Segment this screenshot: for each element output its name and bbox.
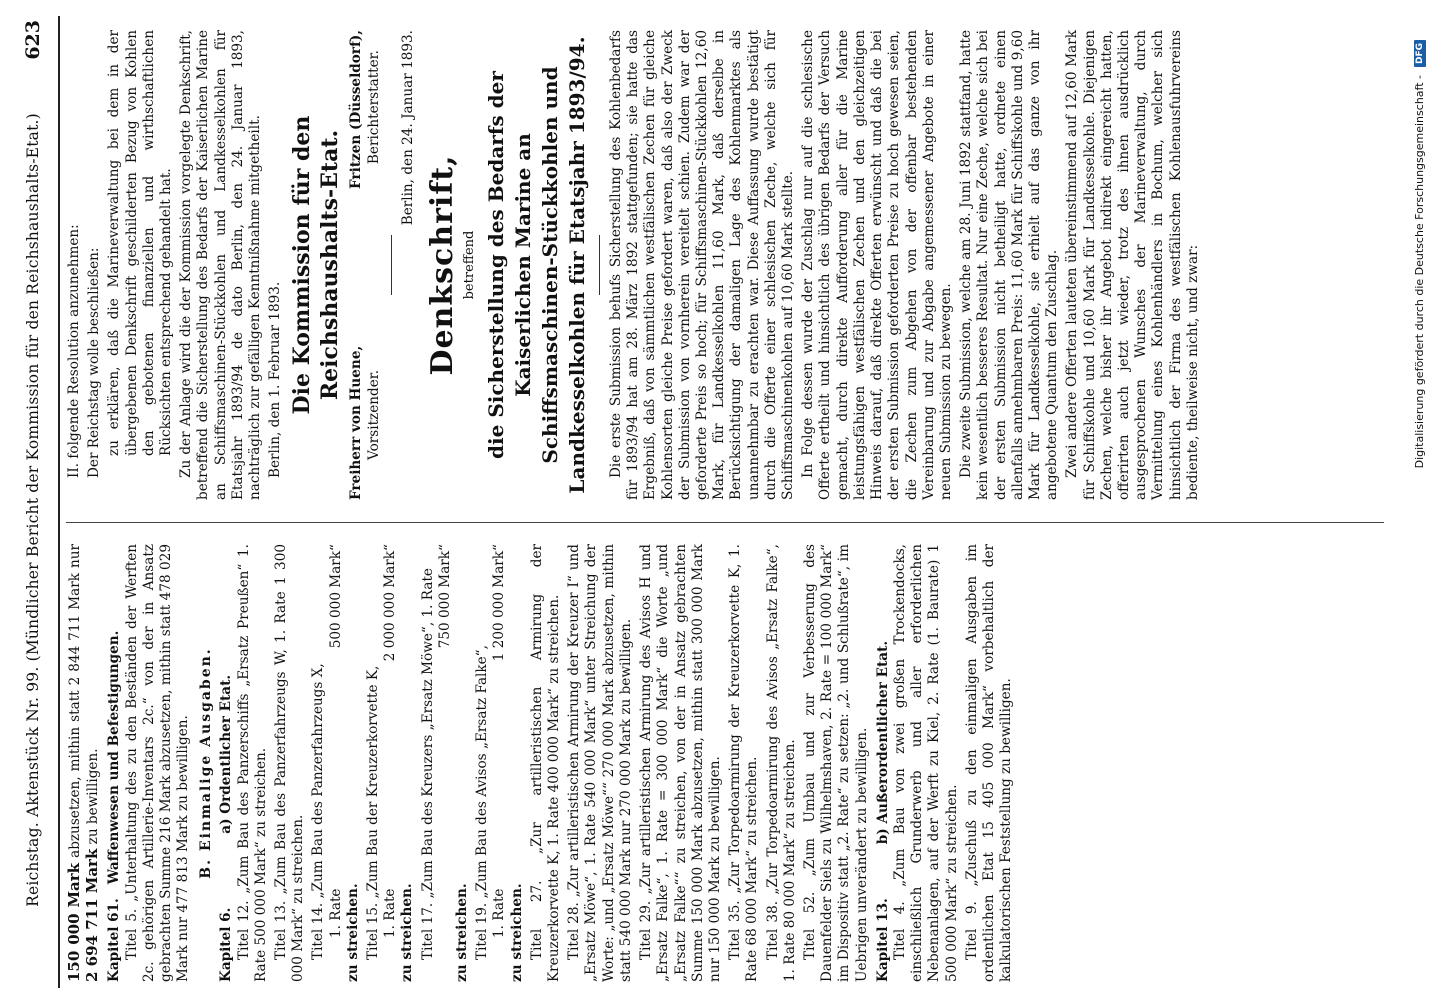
titel-28: Titel 28. „Zur artilleristischen Armirung der Kreuzer I“ und „Ersatz Möwe“, 1. Rate 540 000 Mark“ unter Streichung der Worte: „und „Ersatz Möwe““ 270 000 Mark abzusetzen, mithin statt 540 000 Mark nur 270 000 Mark zu bewilligen.: [566, 544, 634, 982]
titel-5: Titel 5. „Unterhaltung des zu den Beständen der Werften 2c. gehörigen Artillerie-Inventars 2c.“ von der in Ansatz gebrachten Summe 216 Mark abzusetzen, mithin statt 478 029 Mark nur 477 813 Mark zu bewilligen.: [123, 544, 192, 982]
opening-paragraph: 150 000 Mark abzusetzen, mithin statt 2 844 711 Mark nur 2 694 711 Mark zu bewilligen.: [65, 544, 102, 982]
titel-4: Titel 4. „Zum Bau von zwei großen Trockendocks, einschließlich Grunderwerb und aller erforderlichen Nebenanlagen, auf der Werft zu Kiel, 2. Rate (1. Baurate) 1 500 000 Mark“ zu streichen.: [891, 544, 960, 982]
separator-rule: [391, 235, 392, 295]
denkschrift-subject: die Sicherstellung des Bedarfs der Kaiserlichen Marine an Schiffsmaschinen-Stückkohlen und Landkesselkohlen für Etatsjahr 1893/94.: [484, 36, 590, 494]
titel-17: Titel 17. „Zum Bau des Kreuzers „Ersatz Möwe“, 1. Rate 750 000 Mark“ zu streichen.: [419, 544, 471, 982]
resolution-text: Der Reichstag wolle beschließen:: [86, 247, 103, 478]
titel-12: Titel 12. „Zum Bau des Panzerschiffs „Ersatz Preußen“ 1. Rate 500 000 Mark“ zu streichen.: [235, 544, 269, 982]
body-paragraph-4: Zwei andere Offerten lauteten übereinstimmend auf 12,60 Mark für Schiffskohle und 10,60 Mark für Landkesselkohle. Diejenigen Zechen, welche bisher ihr Angebot indirekt eingereicht hatten, offerirten auch jetzt wieder, trotz des ihnen ausdrücklich ausgesprochenen Wunsches der Marineverwaltung, durch Vermittelung eines Kohlenhändlers in Bochum, welcher sich hinsichtlich der Firma des westfälischen Kohlenausfuhrvereins bediente, theilweise nicht, und zwar:: [1064, 30, 1201, 500]
titel-38: Titel 38. „Zur Torpedoarmirung des Avisos „Ersatz Falke“, 1. Rate 80 000 Mark“ zu streichen.: [764, 544, 798, 982]
dfg-logo-icon: DFG: [1414, 40, 1426, 67]
right-column: [66, 30, 1205, 500]
denkschrift-title: Denkschrift,: [425, 154, 461, 376]
body-paragraph-2: In Folge dessen wurde der Zuschlag nur auf die schlesische Offerte ertheilt und hinsichtlich des übrigen Bedarfs der Versuch gemacht, durch direkte Aufforderung aller für die Marine leistungsfähigen westfälischen Zechen und den gleichzeitigen Hinweis darauf, daß direkte Offerten erwünscht und daß die bei der ersten Submission geforderten Preise zu hoch gewesen seien, die Zechen zum Abgehen von der offenbar bestehenden Vereinbarung und zur Abgabe angemessener Angebote in einer neuen Submission zu bewegen.: [800, 30, 954, 500]
titel-27: Titel 27. „Zur artilleristischen Armirung der Kreuzerkorvette K, 1. Rate 400 000 Mark“ zu streichen.: [528, 544, 563, 982]
titel-52: Titel 52. „Zum Umbau und zur Verbesserung des Dauenfelder Siels zu Wilhelmshaven, 2. Rate = 100 000 Mark“ im Dispositiv statt „2. Rate“ zu setzen: „2. und Schlußrate“, im Uebrigen unverändert zu bewilligen.: [801, 544, 870, 982]
titel-29: Titel 29. „Zur artilleristischen Armirung des Avisos H und „Ersatz Falke“, 1. Rate = 300 000 Mark“ die Worte „und „Ersatz Falke““ zu streichen, von der in Ansatz gebrachten Summe 150 000 Mark abzusetzen, mithin statt 300 000 Mark nur 150 000 Mark zu bewilligen.: [638, 544, 723, 982]
titel-9: Titel 9. „Zuschuß zu den einmaligen Ausgaben im ordentlichen Etat 15 405 000 Mark“ vorbehaltlich der kalkulatorischen Feststellung zu bewilligen.: [963, 544, 1015, 982]
left-column: [66, 544, 1018, 982]
kapitel-13-heading: Kapitel 13. b) Außerordentlicher Etat.: [874, 640, 891, 982]
separator-rule-2: [599, 235, 600, 295]
kapitel-6-heading: Kapitel 6. a) Ordentlicher Etat.: [218, 674, 235, 982]
resolution-intro: II. folgende Resolution anzunehmen:: [66, 224, 82, 478]
titel-19: Titel 19. „Zum Bau des Avisos „Ersatz Falke“, 1. Rate 1 200 000 Mark“ zu streichen.: [474, 544, 525, 982]
annex-note: Zu der Anlage wird die der Kommission vorgelegte Denkschrift, betreffend die Sicherstellung des Bedarfs der Kaiserlichen Marine an Schiffsmaschinen-Stückkohlen und Landkesselkohlen für Etatsjahr 1893/94 de dato Berlin, den 24. Januar 1893, nachträglich zur gefälligen Kenntnißnahme mitgetheilt.: [178, 30, 264, 500]
column-divider: [66, 522, 1384, 523]
denkschrift-betreffend: betreffend: [462, 230, 478, 300]
section-b-heading: B. Einmalige Ausgaben.: [198, 647, 215, 879]
resolution-body: zu erklären, daß die Marineverwaltung bei dem in der übergebenen Denkschrift geschilderten Bezug von Kohlen den gebotenen finanziellen und wirthschaftlichen Rücksichten entsprechend gehandelt hat.: [106, 30, 175, 456]
page-number: 623: [22, 20, 44, 60]
place-date: Berlin, den 1. Februar 1893.: [267, 281, 284, 478]
signatures: Freiherr von Huene, Vorsitzender. Fritzen (Düsseldorf), Berichterstatter.: [348, 30, 382, 500]
titel-14: Titel 14. „Zum Bau des Panzerfahrzeugs X, 1. Rate 500 000 Mark“ zu streichen.: [310, 544, 361, 982]
titel-13: Titel 13. „Zum Bau des Panzerfahrzeugs W, 1. Rate 1 300 000 Mark“ zu streichen.: [273, 544, 307, 982]
body-paragraph-1: Die erste Submission behufs Sicherstellung des Kohlenbedarfs für 1893/94 hat am 28. März 1892 stattgefunden; sie hatte das Ergebniß, daß von sämmtlichen westfälischen Zechen für gleiche Kohlensorten gleiche Preise gefordert waren, daß also der Zweck der Submission von vornherein vereitelt schien. Zudem war der geforderte Preis so hoch; für Schiffsmaschinen-Stückkohlen 12,60 Mark, für Landkesselkohlen 11,60 Mark, daß derselbe in Berücksichtigung der damaligen Lage des Kohlenmarktes als unannehmbar zu erachten war. Diese Auffassung wurde bestätigt durch die Offerte einer schlesischen Zeche, welche sich für Schiffsmaschinenkohlen auf 10,60 Mark stellte.: [608, 30, 797, 500]
denkschrift-date: Berlin, den 24. Januar 1893.: [399, 30, 416, 226]
signature-rapporteur: Fritzen (Düsseldorf),: [348, 30, 365, 189]
titel-35: Titel 35. „Zur Torpedoarmirung der Kreuzerkorvette K, 1. Rate 68 000 Mark“ zu streichen.: [727, 544, 761, 982]
body-paragraph-3: Die zweite Submission, welche am 28. Juni 1892 stattfand, hatte kein wesentlich besseres Resultat. Nur eine Zeche, welche sich bei der ersten Submission nicht betheiligt hatte, ordnete einen allenfalls annehmbaren Preis: 11,60 Mark für Schiffskohle und 9,60 Mark für Landkesselkohle, sie erhielt auf das ganze von ihr angebotene Quantum den Zuschlag.: [958, 30, 1061, 500]
signature-chair: Freiherr von Huene,: [348, 345, 365, 500]
running-head-title: Reichstag. Aktenstück Nr. 99. (Mündlicher Bericht der Kommission für den Reichshaushalts-Etat.): [24, 113, 42, 907]
running-head: [14, 16, 60, 988]
kapitel-61-heading: Kapitel 61. Waffenwesen und Befestigungen.: [106, 630, 123, 982]
commission-heading: Die Kommission für den Reichshaushalts-Etat.: [289, 115, 344, 415]
digitization-credit: Digitalisierung gefördert durch die Deutsche Forschungsgemeinschaft - DFG: [1413, 0, 1426, 1000]
titel-15: Titel 15. „Zum Bau der Kreuzerkorvette K, 1. Rate 2 000 000 Mark“ zu streichen.: [365, 544, 416, 982]
